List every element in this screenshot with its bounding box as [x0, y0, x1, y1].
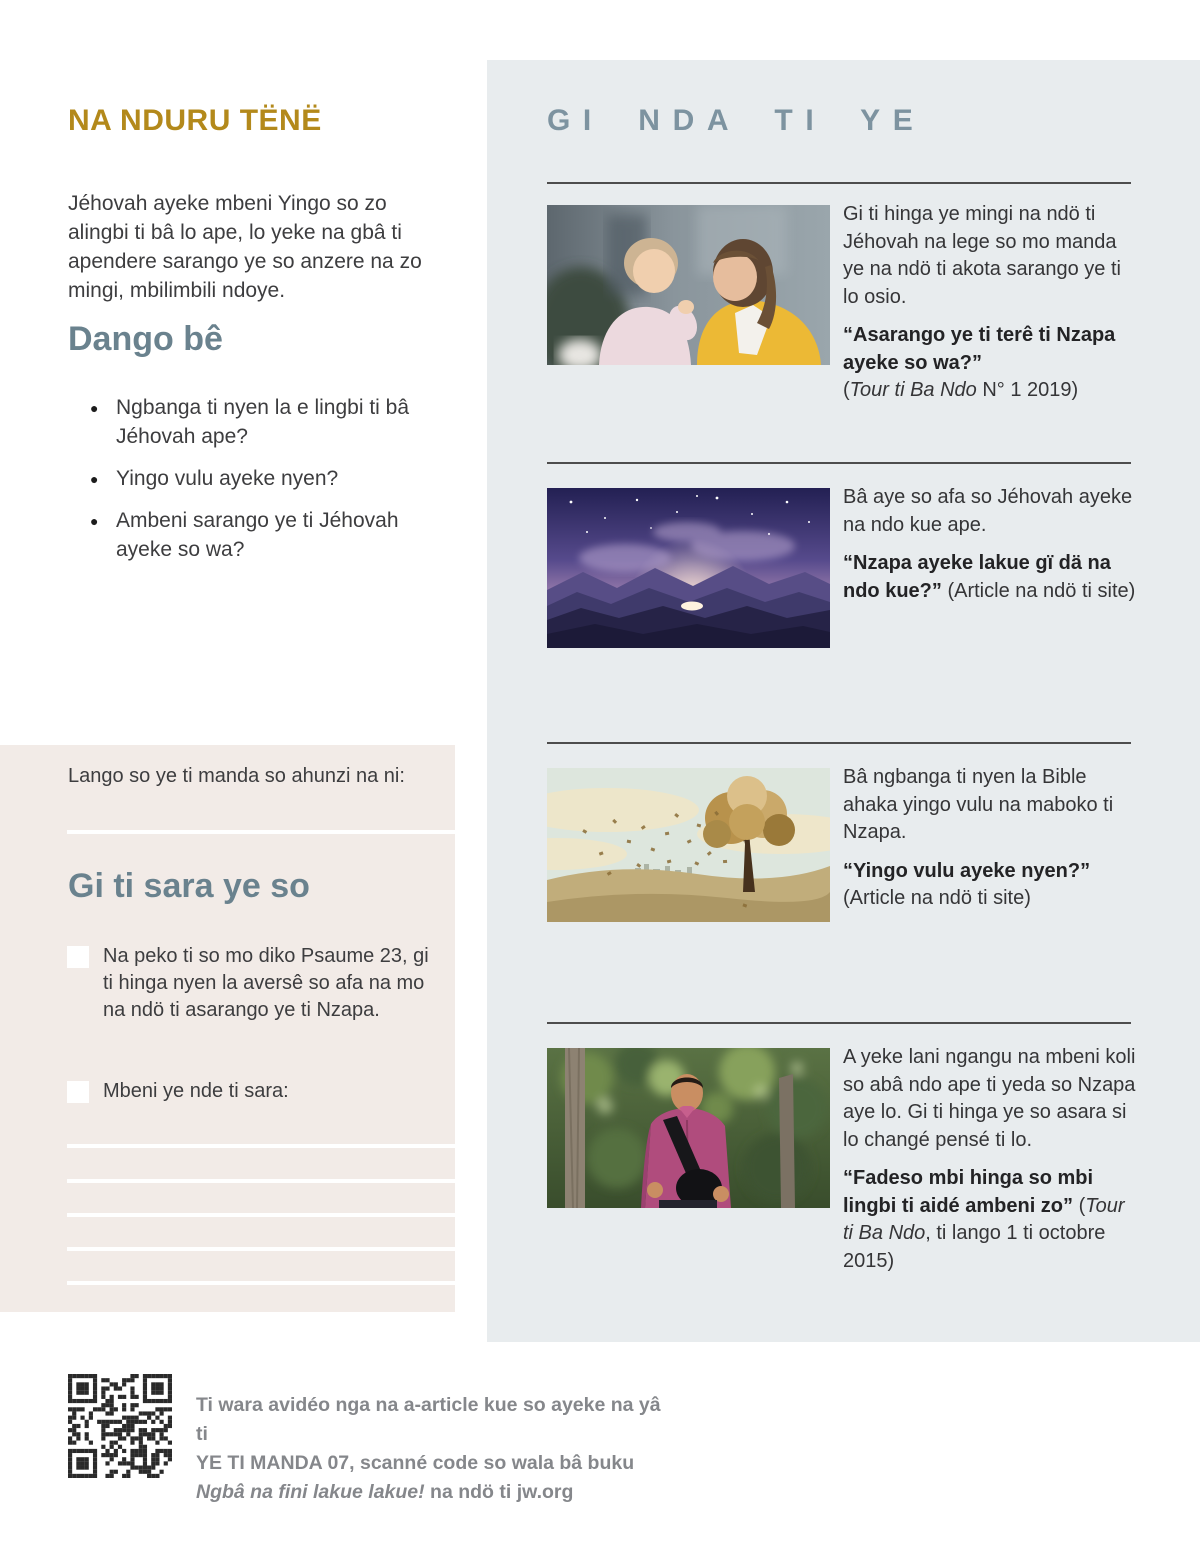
task-label: Mbeni ye nde ti sara: [103, 1080, 289, 1102]
qr-caption-line: YE TI MANDA 07, scanné code so wala bâ buku [196, 1452, 635, 1474]
entry-source: (Article na ndö ti site) [947, 579, 1136, 602]
task-label: Na peko ti so mo diko Psaume 23, gi ti hinga nyen la aversê so afa na mo na ndö ti asarango ye ti Nzapa. [103, 945, 429, 1021]
write-line[interactable] [67, 1247, 455, 1251]
entry-quote: “Yingo vulu ayeke nyen?” [843, 859, 1091, 882]
write-line[interactable] [67, 1144, 455, 1148]
task-item [67, 943, 427, 1024]
write-line[interactable] [67, 1213, 455, 1217]
action-heading: Gi ti sara ye so [68, 867, 310, 905]
question-item: ● Ngbanga ti nyen la e lingbi ti bâ Jéhovah ape? [116, 393, 442, 451]
autumn-tree-illustration [547, 768, 830, 922]
study-aids-heading: GI NDA TI YE [547, 104, 926, 137]
mother-and-child-photo [547, 205, 830, 365]
write-line[interactable] [67, 1179, 455, 1183]
entry-quote: “Nzapa ayeke lakue gï dä na ndo kue?” [843, 552, 1111, 602]
separator-rule [547, 742, 1131, 744]
entry-source: (Tour ti Ba Ndo, ti lango 1 ti octobre 2015) [843, 1194, 1125, 1272]
entry-description: Gi ti hinga ye mingi na ndö ti Jéhovah na lege so mo manda ye na ndö ti akota sarango ye ti lo osio. [843, 203, 1121, 308]
date-blank-line[interactable] [67, 830, 455, 834]
sunset-mountains-illustration [547, 488, 830, 648]
task-checkbox[interactable] [67, 946, 89, 968]
question-item: ● Ambeni sarango ye ti Jéhovah ayeke so wa? [116, 506, 442, 564]
intro-paragraph: Jéhovah ayeke mbeni Yingo so zo alingbi ti bâ lo ape, lo yeke na gbâ ti apendere sarango ye so anzere na zo mingi, mbilimbili ndoye. [68, 192, 422, 302]
separator-rule [547, 1022, 1131, 1024]
overview-title: NA NDURU TËNË [68, 104, 322, 137]
separator-rule [547, 462, 1131, 464]
entry-description: Bâ ngbanga ti nyen la Bible ahaka yingo vulu na maboko ti Nzapa. [843, 766, 1114, 843]
qr-caption-line: Ti wara avidéo nga na a-article kue so ayeke na yâ ti [196, 1394, 661, 1445]
task-checkbox[interactable] [67, 1081, 89, 1103]
qr-code [68, 1374, 172, 1478]
question-list [90, 393, 442, 577]
entry-source: (Tour ti Ba Ndo N° 1 2019) [843, 379, 1079, 401]
entry-source: (Article na ndö ti site) [843, 887, 1031, 909]
write-line[interactable] [67, 1281, 455, 1285]
worksheet-box [0, 745, 455, 1312]
separator-rule [547, 182, 1131, 184]
task-item [67, 1078, 427, 1105]
study-aids-panel [487, 60, 1200, 1342]
qr-caption-line: Ngbâ na fini lakue lakue! na ndö ti jw.org [196, 1481, 574, 1503]
entry-quote: “Fadeso mbi hinga so mbi lingbi ti aidé ambeni zo” [843, 1167, 1094, 1217]
date-label: Lango so ye ti manda so ahunzi na ni: [68, 765, 405, 787]
qr-caption [196, 1391, 666, 1507]
reflect-heading: Dango bê [68, 320, 223, 358]
question-item: ● Yingo vulu ayeke nyen? [116, 464, 442, 493]
entry-description: Bâ aye so afa so Jéhovah ayeke na ndo kue ape. [843, 486, 1133, 536]
man-pink-shirt-photo [547, 1048, 830, 1208]
entry-quote: “Asarango ye ti terê ti Nzapa ayeke so wa?” [843, 324, 1116, 374]
entry-description: A yeke lani ngangu na mbeni koli so abâ ndo ape ti yeda so Nzapa aye lo. Gi ti hinga ye so asara si lo changé pensé ti lo. [843, 1046, 1136, 1151]
